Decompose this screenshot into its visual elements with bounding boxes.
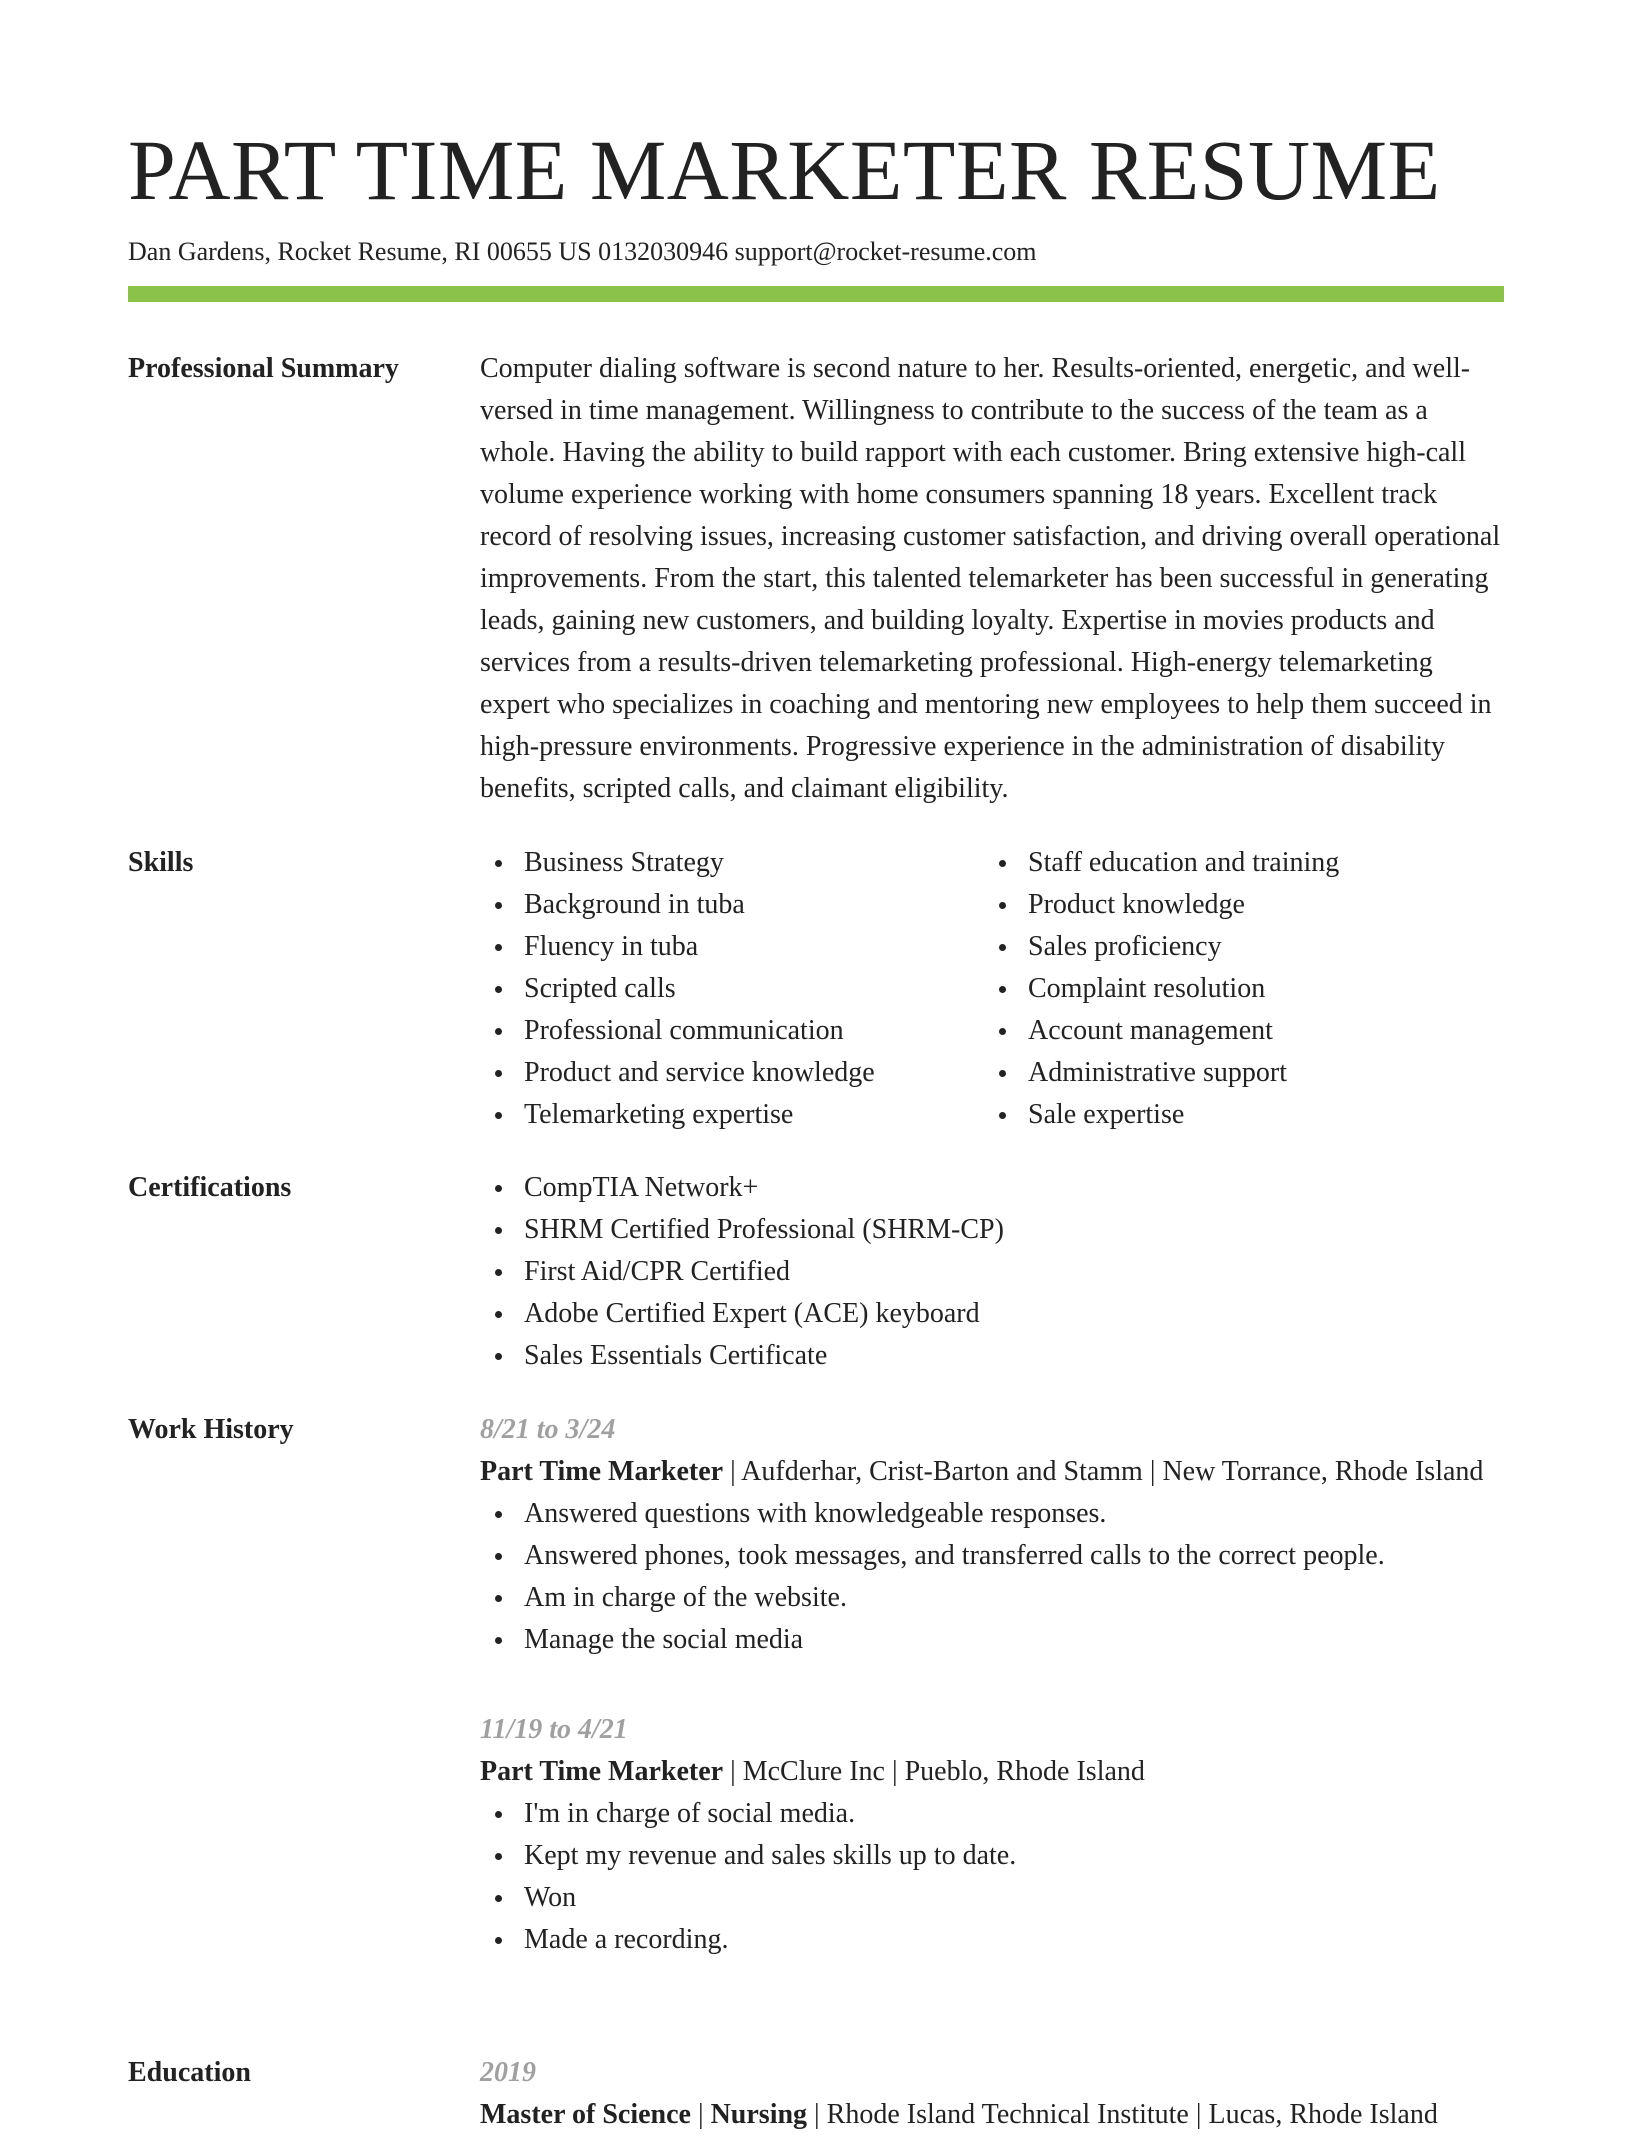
certification-item: First Aid/CPR Certified [480, 1251, 1504, 1293]
skill-item: Product and service knowledge [480, 1052, 984, 1094]
skill-item: Product knowledge [984, 884, 1488, 926]
summary-text: Computer dialing software is second nature to her. Results-oriented, energetic, and well-versed in time management. Willingness to contribute to the success of the team as a whole. Having the ability to build rapport with each customer. Bring extensive high-call volume experience working with home consumers spanning 18 years. Excellent track record of resolving issues, increasing customer satisfaction, and driving overall operational improvements. From the start, this talented telemarketer has been successful in generating leads, gaining new customers, and building loyalty. Expertise in movies products and services from a results-driven telemarketing professional. High-energy telemarketing expert who specializes in coaching and mentoring new employees to help them succeed in high-pressure environments. Progressive experience in the administration of disability benefits, scripted calls, and claimant eligibility. [480, 353, 1501, 804]
certifications-heading: Certifications [128, 1172, 292, 1203]
job-entry [480, 1709, 1504, 1961]
certifications-list [480, 1167, 1504, 1377]
job-employer-location: | McClure Inc | Pueblo, Rhode Island [723, 1756, 1145, 1787]
skill-item: Sales proficiency [984, 926, 1488, 968]
education-separator: | [690, 2099, 711, 2130]
jobs-list [480, 1409, 1504, 2009]
skills-list-left [480, 842, 984, 1136]
job-duty-item: Manage the social media [480, 1619, 1504, 1661]
job-duty-item: I'm in charge of social media. [480, 1793, 1504, 1835]
summary-heading: Professional Summary [128, 353, 399, 384]
accent-divider [128, 286, 1504, 302]
work-history-heading: Work History [128, 1414, 294, 1445]
job-employer-location: | Aufderhar, Crist-Barton and Stamm | New Torrance, Rhode Island [723, 1456, 1484, 1487]
certification-item: SHRM Certified Professional (SHRM-CP) [480, 1209, 1504, 1251]
education-field: Nursing [710, 2099, 808, 2130]
skill-item: Account management [984, 1010, 1488, 1052]
skill-item: Professional communication [480, 1010, 984, 1052]
skill-item: Sale expertise [984, 1094, 1488, 1136]
certification-item: Sales Essentials Certificate [480, 1335, 1504, 1377]
job-heading-line [480, 1751, 1504, 1793]
education-year: 2019 [480, 2057, 536, 2088]
education-line [480, 2094, 1504, 2136]
job-duty-item: Kept my revenue and sales skills up to date. [480, 1835, 1504, 1877]
job-duty-item: Answered phones, took messages, and transferred calls to the correct people. [480, 1535, 1504, 1577]
job-duty-item: Am in charge of the website. [480, 1577, 1504, 1619]
job-title: Part Time Marketer [480, 1756, 724, 1787]
skill-item: Business Strategy [480, 842, 984, 884]
contact-line: Dan Gardens, Rocket Resume, RI 00655 US 0132030946 support@rocket-resume.com [128, 237, 1037, 266]
certification-item: Adobe Certified Expert (ACE) keyboard [480, 1293, 1504, 1335]
job-dates: 8/21 to 3/24 [480, 1414, 616, 1445]
skill-item: Staff education and training [984, 842, 1488, 884]
job-dates: 11/19 to 4/21 [480, 1714, 628, 1745]
job-duty-item: Won [480, 1877, 1504, 1919]
education-details: | Rhode Island Technical Institute | Lucas, Rhode Island [807, 2099, 1438, 2130]
skill-item: Scripted calls [480, 968, 984, 1010]
education-heading: Education [128, 2057, 251, 2088]
page-title: PART TIME MARKETER RESUME [128, 122, 1441, 218]
certification-item: CompTIA Network+ [480, 1167, 1504, 1209]
job-duties-list [480, 1493, 1504, 1661]
resume-header [128, 120, 1504, 302]
job-heading-line [480, 1451, 1504, 1493]
job-duty-item: Answered questions with knowledgeable responses. [480, 1493, 1504, 1535]
education-degree: Master of Science [480, 2099, 691, 2130]
job-entry [480, 1409, 1504, 1661]
skill-item: Administrative support [984, 1052, 1488, 1094]
skill-item: Background in tuba [480, 884, 984, 926]
job-title: Part Time Marketer [480, 1456, 724, 1487]
skill-item: Telemarketing expertise [480, 1094, 984, 1136]
job-duty-item: Made a recording. [480, 1919, 1504, 1961]
skill-item: Fluency in tuba [480, 926, 984, 968]
skill-item: Complaint resolution [984, 968, 1488, 1010]
job-duties-list [480, 1793, 1504, 1961]
skills-heading: Skills [128, 847, 194, 878]
skills-list-right [984, 842, 1488, 1136]
